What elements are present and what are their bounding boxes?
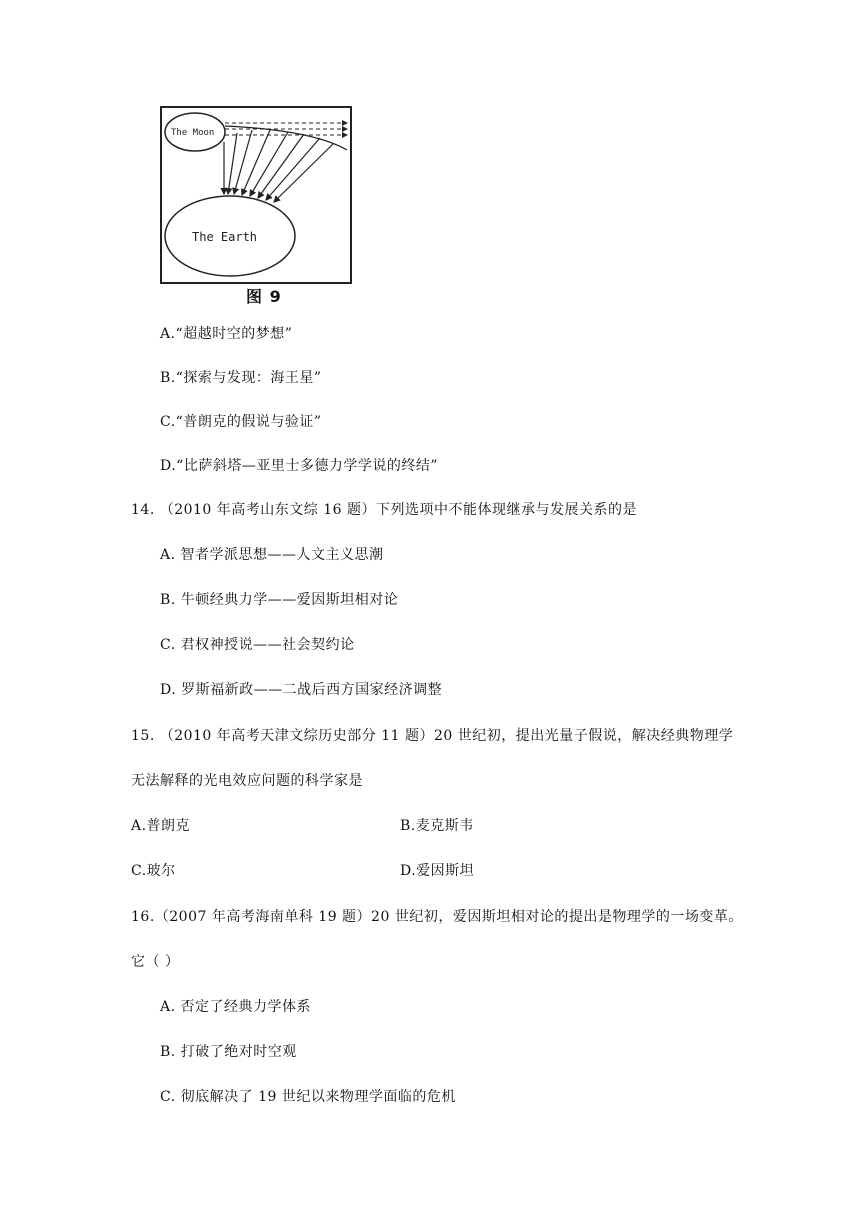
q13-option-c: C.“普朗克的假说与验证” — [160, 414, 322, 430]
fall-arrows — [224, 130, 334, 202]
q16-option-b: B. 打破了绝对时空观 — [160, 1044, 297, 1060]
q15-option-d: D.爱因斯坦 — [400, 863, 475, 879]
q15-option-a: A.普朗克 — [131, 818, 191, 834]
q14-option-c: C. 君权神授说——社会契约论 — [160, 637, 355, 653]
q14-stem: 14. （2010 年高考山东文综 16 题）下列选项中不能体现继承与发展关系的是 — [131, 502, 638, 518]
q14-option-b: B. 牛顿经典力学——爱因斯坦相对论 — [160, 592, 399, 608]
q14-option-d: D. 罗斯福新政——二战后西方国家经济调整 — [160, 682, 443, 698]
moon-label: The Moon — [171, 128, 215, 138]
q14-option-a: A. 智者学派思想——人文主义思潮 — [160, 547, 384, 563]
q15-option-b: B.麦克斯韦 — [400, 818, 474, 834]
q16-stem-line2: 它（ ） — [131, 954, 180, 970]
q16-stem-line1: 16.（2007 年高考海南单科 19 题）20 世纪初，爱因斯坦相对论的提出是物理学的一场变革。 — [131, 909, 743, 925]
moon-earth-diagram — [162, 108, 350, 282]
q13-option-b: B.“探索与发现：海王星” — [160, 370, 322, 386]
q15-option-c: C.玻尔 — [131, 863, 176, 879]
figure-frame — [160, 106, 352, 284]
q16-option-c: C. 彻底解决了 19 世纪以来物理学面临的危机 — [160, 1089, 456, 1105]
q13-option-d: D.“比萨斜塔—亚里士多德力学学说的终结” — [160, 458, 438, 474]
q15-stem-line1: 15. （2010 年高考天津文综历史部分 11 题）20 世纪初，提出光量子假说，解决经典物理学 — [131, 728, 734, 744]
earth-label: The Earth — [192, 230, 258, 244]
q16-option-a: A. 否定了经典力学体系 — [160, 999, 312, 1015]
q15-stem-line2: 无法解释的光电效应问题的科学家是 — [131, 773, 363, 789]
figure-9 — [158, 106, 356, 304]
q13-option-a: A.“超越时空的梦想” — [160, 326, 293, 342]
dashed-trajectories — [225, 123, 347, 135]
figure-caption: 图 9 — [246, 287, 282, 306]
orbit-curve — [225, 126, 347, 150]
